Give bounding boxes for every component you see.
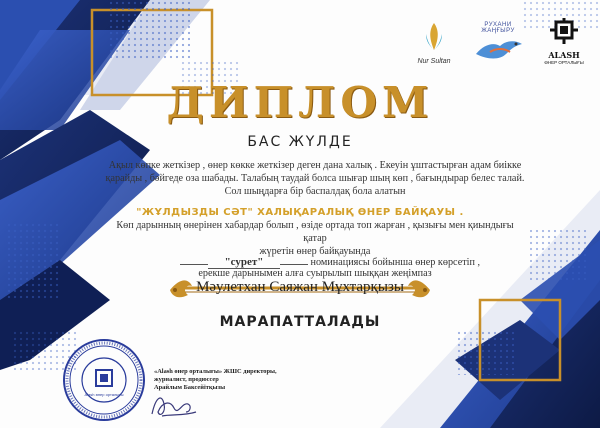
intro-line: Сол шыңдарға бір баспалдақ бола алатын [224, 185, 406, 197]
signatory-title: «Alash өнер орталығы» ЖШС директоры, [154, 368, 277, 375]
nur-sultan-icon [412, 20, 456, 54]
winner-text: ерекше дарынымен алға суырылып шыққан жеңімпаз [198, 268, 432, 279]
nur-sultan-logo [412, 20, 456, 66]
intro-line: Ақыл көпке жеткізер , өнер көкке жеткізер деген дана халық . Екеуін ұштастырған адам биікке [108, 160, 522, 171]
nomination-text: номинациясы бойынша өнер көрсетіп , [310, 257, 481, 268]
bird-icon [470, 34, 526, 64]
ornament-icon [540, 18, 588, 46]
rukhani-zhangyru-logo [470, 22, 526, 66]
nur-sultan-caption: Nur Sultan [417, 58, 451, 65]
paragraph-line: жүретін өнер байқауында [259, 245, 371, 257]
handwritten-signature [148, 390, 198, 422]
recipient-name: Мәулетхан Саяжан Мұхтарқызы [196, 279, 404, 295]
alash-caption: ALASH [548, 50, 580, 60]
grand-prix-heading: БАС ЖҮЛДЕ [247, 134, 353, 150]
second-paragraph [105, 220, 525, 258]
stamp-text: Alash өнер орталығы [84, 392, 124, 397]
signatory-role: журналист, продюссер [154, 376, 219, 383]
underline-left [180, 264, 208, 265]
official-stamp [62, 338, 146, 422]
nomination-value: "сурет" [208, 256, 280, 269]
rukhani-zhangyru-caption: РУХАНИ ЖАҢҒЫРУ [481, 22, 515, 34]
alash-logo [540, 18, 588, 68]
paragraph-line: Көп дарынның өнерінен хабардар болып , өзіде ортада топ жарған , қызығы мен қиындығы қатар [116, 220, 514, 244]
intro-line: қарайды , бәйгеде оза шабады. Талабың таудай болса шығар шың көп , бағындырар белес талай. [105, 172, 525, 184]
intro-paragraph [105, 160, 525, 198]
contest-name: "ЖҰЛДЫЗДЫ СӘТ" ХАЛЫҚАРАЛЫҚ ӨНЕР БАЙҚАУЫ . [136, 207, 464, 218]
stamp-icon [62, 338, 146, 422]
signatory-name: Арайлым Баксейітқызы [154, 384, 226, 391]
signatory-block [154, 368, 334, 392]
award-verb: МАРАПАТТАЛАДЫ [219, 314, 381, 330]
underline-right [280, 264, 308, 265]
diploma-title: ДИПЛОМ [166, 78, 434, 127]
alash-subcaption: ӨНЕР ОРТАЛЫҒЫ [544, 60, 584, 65]
